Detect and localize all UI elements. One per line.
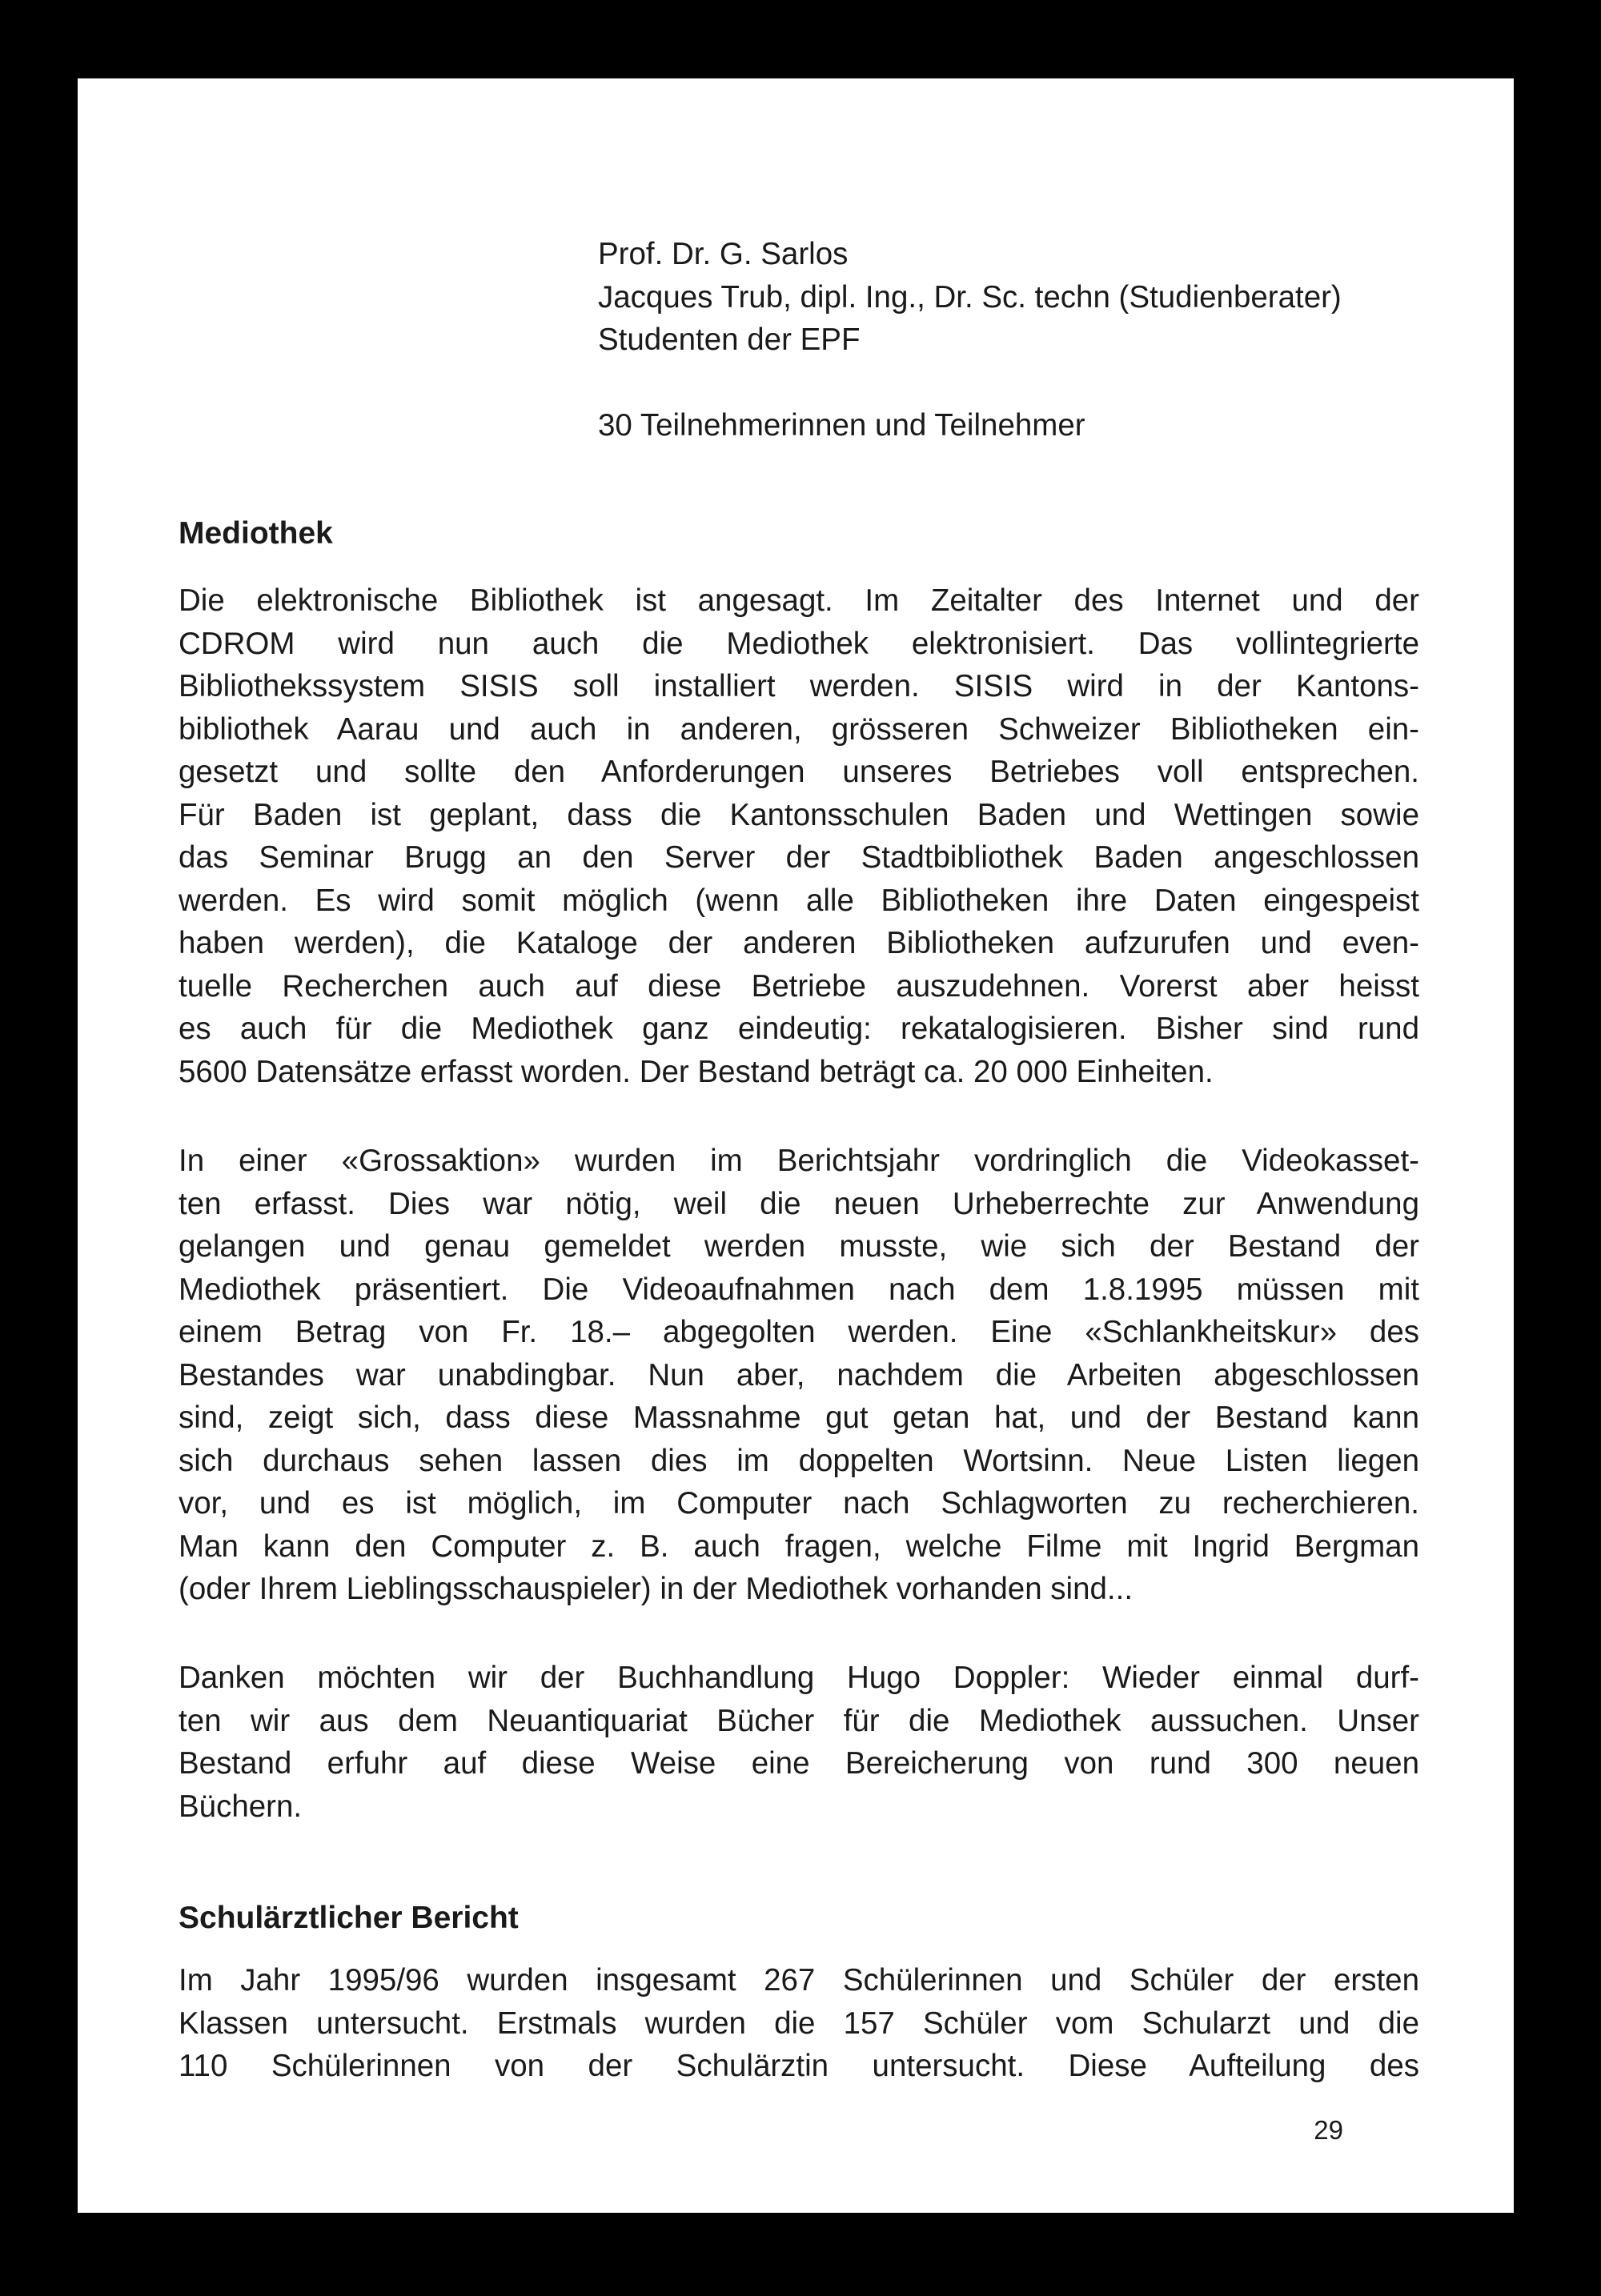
paragraph-mediothek-3 (179, 1657, 1419, 1828)
text-line: Mediothek präsentiert. Die Videoaufnahmen nach dem 1.8.1995 müssen mit (179, 1272, 1419, 1307)
text-line: Bestandes war unabdingbar. Nun aber, nachdem die Arbeiten abgeschlossen (179, 1357, 1419, 1392)
leaders-block (598, 233, 1479, 362)
text-line: 5600 Datensätze erfasst worden. Der Bestand beträgt ca. 20 000 Einheiten. (179, 1054, 1214, 1089)
leader-line: Studenten der EPF (598, 323, 861, 357)
text-line: einem Betrag von Fr. 18.– abgegolten werden. Eine «Schlankheitskur» des (179, 1315, 1419, 1349)
text-line: Büchern. (179, 1789, 303, 1824)
document-page (78, 78, 1514, 2213)
text-line: CDROM wird nun auch die Mediothek elektronisiert. Das vollintegrierte (179, 626, 1419, 661)
text-line: Für Baden ist geplant, dass die Kantonsschulen Baden und Wettingen sowie (179, 797, 1419, 832)
text-line: es auch für die Mediothek ganz eindeutig: rekatalogisieren. Bisher sind rund (179, 1012, 1419, 1046)
text-line: tuelle Recherchen auch auf diese Betriebe auszudehnen. Vorerst aber heisst (179, 968, 1419, 1004)
text-line: Im Jahr 1995/96 wurden insgesamt 267 Schülerinnen und Schüler der ersten (179, 1963, 1419, 1997)
text-line: Die elektronische Bibliothek ist angesagt. Im Zeitalter des Internet und der (179, 583, 1419, 618)
text-line: In einer «Grossaktion» wurden im Berichtsjahr vordringlich die Videokasset- (179, 1144, 1419, 1178)
text-line: ten wir aus dem Neuantiquariat Bücher für die Mediothek aussuchen. Unser (179, 1703, 1419, 1738)
page-number: 29 (1314, 2115, 1343, 2145)
paragraph-mediothek-2 (179, 1140, 1419, 1611)
text-line: Danken möchten wir der Buchhandlung Hugo Doppler: Wieder einmal durf- (179, 1661, 1419, 1695)
text-line: vor, und es ist möglich, im Computer nach Schlagworten zu recherchieren. (179, 1486, 1419, 1521)
text-line: Bibliothekssystem SISIS soll installiert werden. SISIS wird in der Kantons- (179, 669, 1419, 703)
text-line: Man kann den Computer z. B. auch fragen, welche Filme mit Ingrid Bergman (179, 1529, 1419, 1564)
text-line: das Seminar Brugg an den Server der Stadtbibliothek Baden angeschlossen (179, 840, 1419, 875)
leader-line: Jacques Trub, dipl. Ing., Dr. Sc. techn (Studienberater) (598, 279, 1342, 315)
text-line: Bestand erfuhr auf diese Weise eine Bereicherung von rund 300 neuen (179, 1746, 1419, 1781)
text-line: gelangen und genau gemeldet werden musste, wie sich der Bestand der (179, 1229, 1419, 1264)
paragraph-schularzt-1 (179, 1959, 1419, 2088)
text-line: gesetzt und sollte den Anforderungen unseres Betriebes voll entsprechen. (179, 755, 1419, 789)
text-line: ten erfasst. Dies war nötig, weil die neuen Urheberrechte zur Anwendung (179, 1186, 1419, 1221)
section-heading-mediothek: Mediothek (179, 516, 333, 551)
participants-line: 30 Teilnehmerinnen und Teilnehmer (598, 408, 1085, 443)
text-line: bibliothek Aarau und auch in anderen, grösseren Schweizer Bibliotheken ein- (179, 711, 1419, 747)
text-line: haben werden), die Kataloge der anderen Bibliotheken aufzurufen und even- (179, 926, 1419, 960)
leader-line: Prof. Dr. G. Sarlos (598, 237, 849, 271)
text-line: 110 Schülerinnen von der Schulärztin untersucht. Diese Aufteilung des (179, 2049, 1419, 2083)
text-line: werden. Es wird somit möglich (wenn alle Bibliotheken ihre Daten eingespeist (179, 883, 1419, 918)
text-line: sind, zeigt sich, dass diese Massnahme gut getan hat, und der Bestand kann (179, 1400, 1419, 1435)
paragraph-mediothek-1 (179, 579, 1419, 1093)
text-line: Klassen untersucht. Erstmals wurden die 157 Schüler vom Schularzt und die (179, 2005, 1419, 2041)
text-line: (oder Ihrem Lieblingsschauspieler) in der Mediothek vorhanden sind... (179, 1572, 1134, 1606)
section-heading-schularzt: Schulärztlicher Bericht (179, 1901, 519, 1935)
text-line: sich durchaus sehen lassen dies im doppelten Wortsinn. Neue Listen liegen (179, 1443, 1419, 1478)
